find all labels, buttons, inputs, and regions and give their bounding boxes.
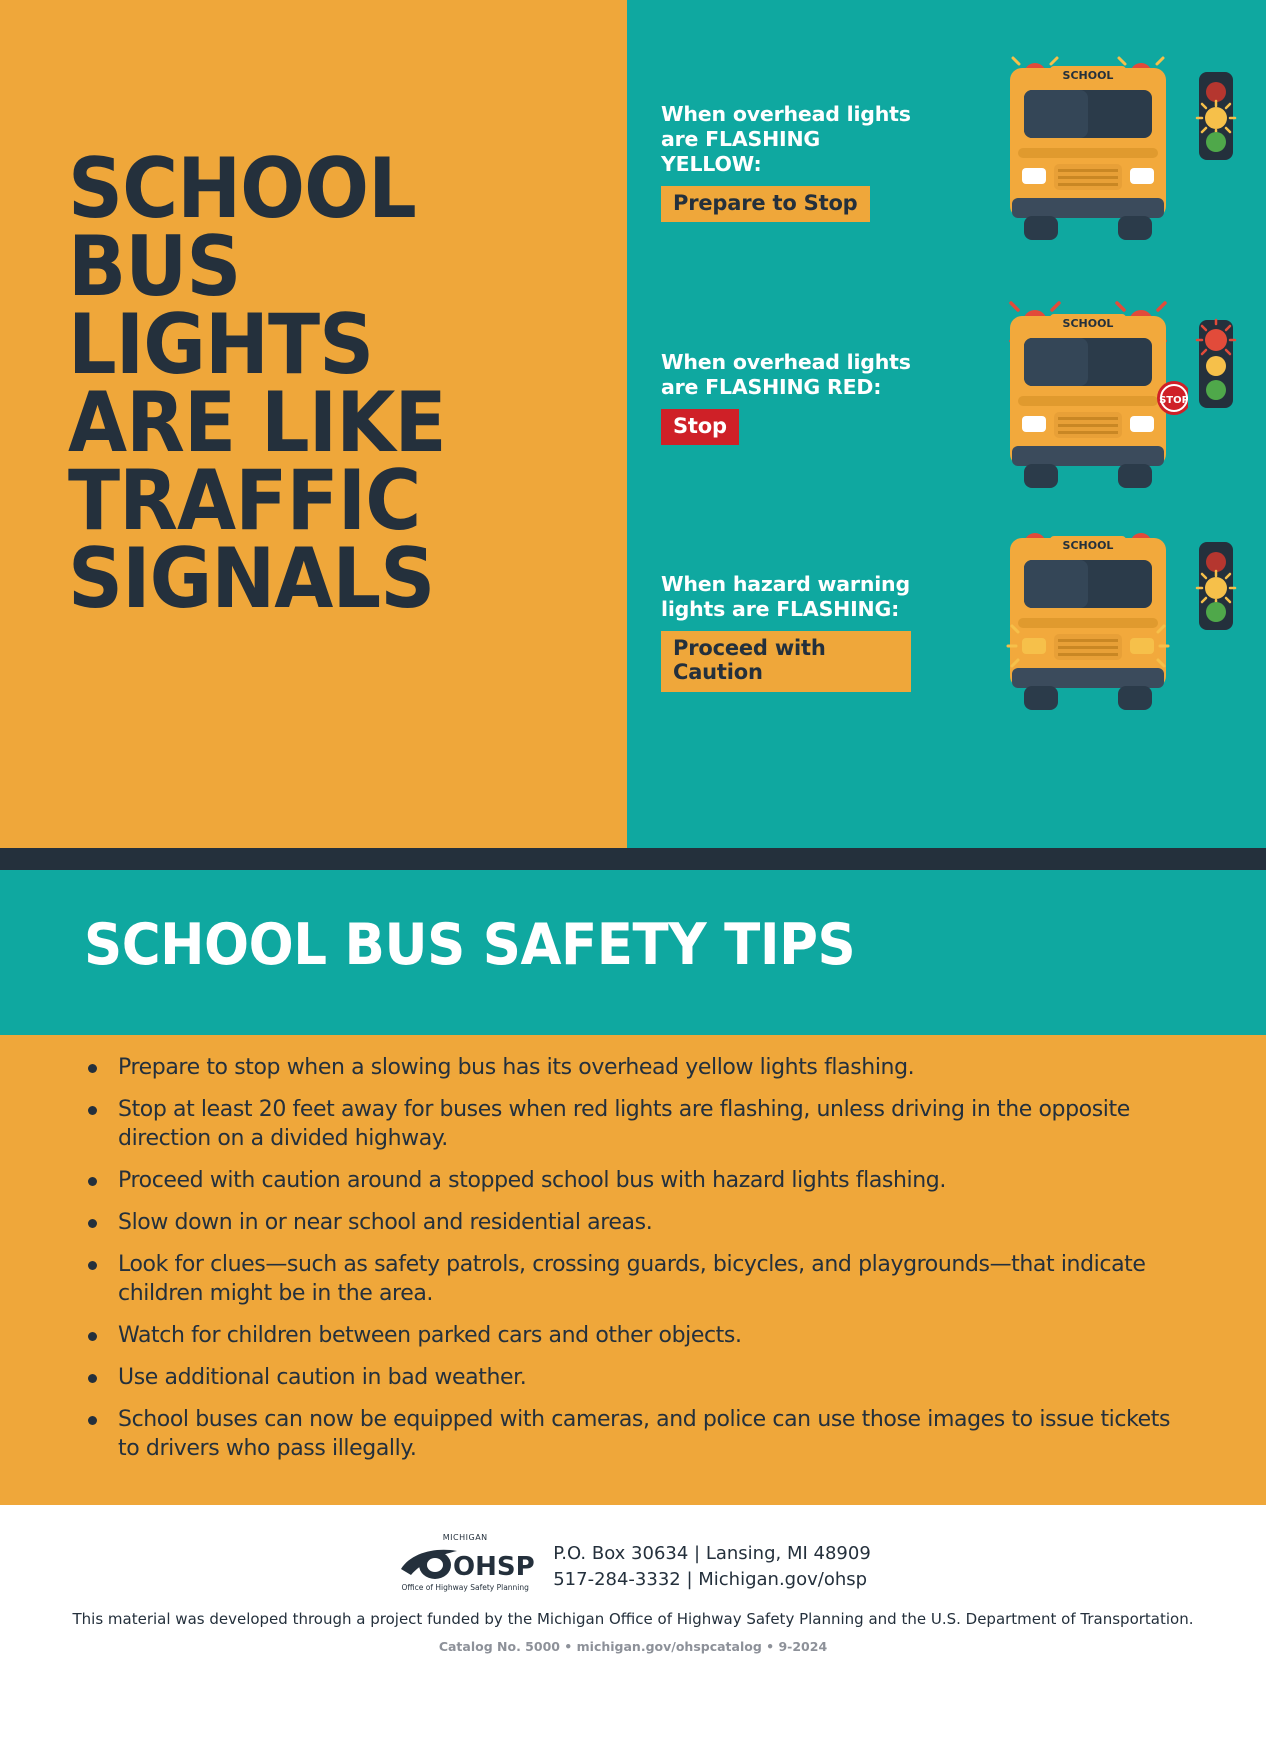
- list-item: [84, 1363, 1186, 1392]
- signal-panel-yellow-action: Prepare to Stop: [661, 186, 870, 222]
- footer-address-line1: P.O. Box 30634 | Lansing, MI 48909: [553, 1543, 871, 1564]
- tips-header: [0, 870, 1266, 1035]
- footer-main: [0, 1535, 1266, 1593]
- svg-text:OHSP: OHSP: [453, 1552, 535, 1582]
- school-bus-hazard-lights-icon: [988, 522, 1188, 732]
- page-title: SCHOOL BUS LIGHTS ARE LIKE TRAFFIC SIGNALS: [68, 140, 446, 628]
- signal-panel-hazard-text: [661, 572, 911, 692]
- ohsp-logo: [395, 1535, 535, 1591]
- list-item-text: Look for clues—such as safety patrols, crossing guards, bicycles, and playgrounds—that indicate children might be in the area.: [118, 1252, 1146, 1307]
- svg-text:STOP: STOP: [1159, 395, 1188, 406]
- headline-panel: [0, 0, 627, 848]
- signal-panel-yellow-text: [661, 102, 911, 222]
- svg-text:SCHOOL: SCHOOL: [1062, 317, 1114, 330]
- list-item: [84, 1053, 1186, 1082]
- svg-text:SCHOOL: SCHOOL: [1062, 539, 1114, 552]
- signal-panel-red-action: Stop: [661, 409, 739, 445]
- footer-catalog-info: Catalog No. 5000 • michigan.gov/ohspcatalog • 9-2024: [438, 1639, 828, 1654]
- signal-panel-yellow: [627, 30, 1266, 280]
- list-item-text: Watch for children between parked cars and other objects.: [118, 1323, 742, 1349]
- bullet-icon: [88, 1106, 97, 1115]
- signals-panel: [627, 0, 1266, 848]
- list-item-text: School buses can now be equipped with cameras, and police can use those images to issue tickets to drivers who pass illegally.: [118, 1407, 1171, 1462]
- list-item-text: Stop at least 20 feet away for buses when red lights are flashing, unless driving in the opposite direction on a divided highway.: [118, 1097, 1130, 1152]
- traffic-signal-hazard-icon: [1194, 540, 1238, 632]
- signal-panel-red-text: [661, 350, 911, 445]
- svg-text:SCHOOL: SCHOOL: [1062, 69, 1114, 82]
- top-section: [0, 0, 1266, 848]
- traffic-signal-red-icon: [1194, 318, 1238, 410]
- list-item: [84, 1166, 1186, 1195]
- signal-panel-hazard: [627, 500, 1266, 750]
- logo-bottom-text: Office of Highway Safety Planning: [401, 1583, 529, 1592]
- list-item: [84, 1095, 1186, 1153]
- school-bus-red-lights-icon: [988, 300, 1188, 510]
- footer-address: [553, 1535, 871, 1593]
- tips-body: [0, 1035, 1266, 1505]
- section-divider: [0, 848, 1266, 870]
- school-bus-yellow-lights-icon: [988, 52, 1188, 262]
- tips-title: SCHOOL BUS SAFETY TIPS: [84, 912, 856, 978]
- list-item-text: Prepare to stop when a slowing bus has its overhead yellow lights flashing.: [118, 1055, 915, 1080]
- bullet-icon: [88, 1064, 97, 1073]
- list-item-text: Use additional caution in bad weather.: [118, 1365, 527, 1391]
- signal-panel-hazard-action: Proceed with Caution: [661, 631, 911, 692]
- footer: [0, 1505, 1266, 1749]
- tips-list: [0, 1053, 1266, 1463]
- list-item: [84, 1321, 1186, 1350]
- footer-funding-note: This material was developed through a project funded by the Michigan Office of Highway Safety Planning and the U.S. Department of Transportation.: [72, 1610, 1194, 1628]
- list-item-text: Slow down in or near school and residential areas.: [118, 1210, 653, 1236]
- signal-panel-yellow-label: When overhead lights are FLASHING YELLOW:: [661, 102, 911, 176]
- list-item: [84, 1405, 1186, 1463]
- footer-address-line2: 517-284-3332 | Michigan.gov/ohsp: [553, 1569, 868, 1591]
- signal-panel-red: [627, 278, 1266, 528]
- signal-panel-red-label: When overhead lights are FLASHING RED:: [661, 350, 911, 399]
- list-item: [84, 1250, 1186, 1308]
- signal-panel-hazard-label: When hazard warning lights are FLASHING:: [661, 572, 910, 621]
- traffic-signal-yellow-icon: [1194, 70, 1238, 162]
- logo-top-text: MICHIGAN: [442, 1533, 488, 1542]
- list-item-text: Proceed with caution around a stopped school bus with hazard lights flashing.: [118, 1168, 946, 1194]
- list-item: [84, 1208, 1186, 1237]
